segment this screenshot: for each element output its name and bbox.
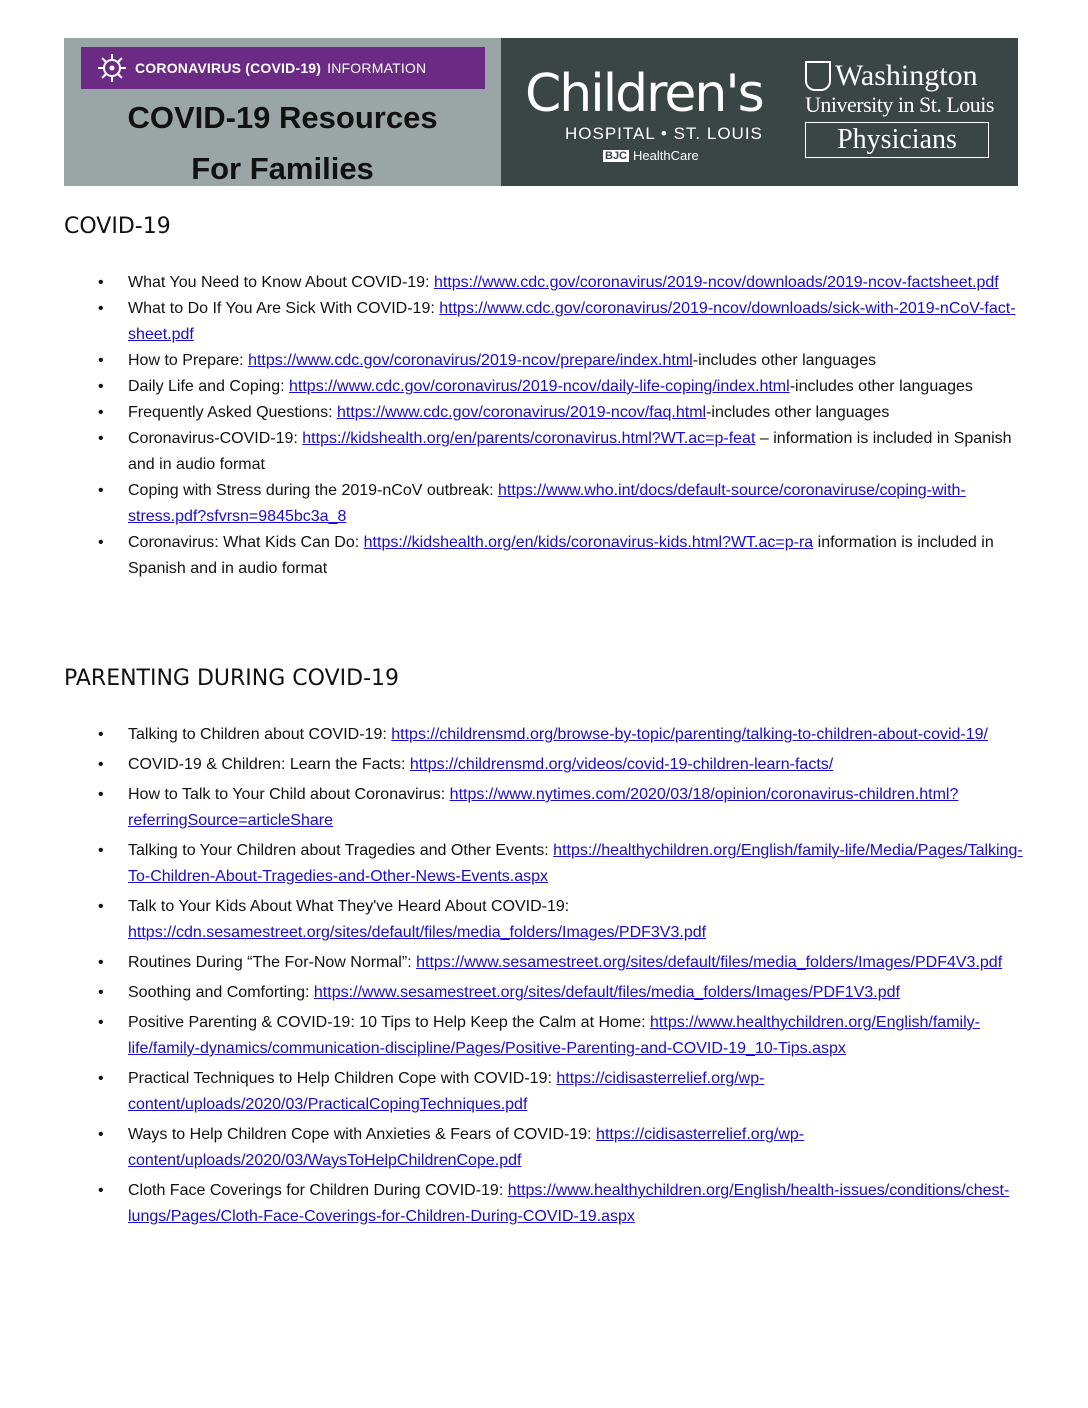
childrens-hospital-logo: Children's [525, 64, 763, 124]
banner-light-text: INFORMATION [327, 60, 427, 76]
resource-label: Frequently Asked Questions: [128, 404, 333, 421]
covid-resource-list [64, 270, 1034, 582]
resource-label: COVID-19 & Children: Learn the Facts: [128, 756, 406, 773]
resource-link[interactable]: https://cidisasterrelief.org/wp-content/uploads/2020/03/WaysToHelpChildrenCope.pdf [128, 1126, 805, 1169]
coronavirus-icon [95, 51, 129, 85]
washu-line-1 [805, 60, 989, 92]
list-item [64, 270, 1034, 296]
resource-label: Soothing and Comforting: [128, 984, 310, 1001]
washu-name: Washington [835, 59, 978, 92]
resource-link[interactable]: https://www.nytimes.com/2020/03/18/opinion/coronavirus-children.html?referringSource=articleShare [128, 786, 959, 829]
washu-line-2: University in St. Louis [805, 92, 994, 117]
resource-link[interactable]: https://www.healthychildren.org/English/health-issues/conditions/chest-lungs/Pages/Cloth-Face-Coverings-for-Children-During-COVID-19.aspx [128, 1182, 1010, 1225]
resource-label: How to Prepare: [128, 352, 244, 369]
bjc-healthcare-logo [603, 148, 699, 163]
list-item [64, 348, 1034, 374]
resource-link[interactable]: https://cidisasterrelief.org/wp-content/uploads/2020/03/PracticalCopingTechniques.pdf [128, 1070, 765, 1113]
banner-bold-text: CORONAVIRUS (COVID-19) [135, 60, 322, 76]
resource-label: Talking to Your Children about Tragedies and Other Events: [128, 842, 549, 859]
resource-link[interactable]: https://kidshealth.org/en/kids/coronavirus-kids.html?WT.ac=p-ra [363, 534, 814, 551]
list-item [64, 296, 1034, 348]
resource-label: Talking to Children about COVID-19: [128, 726, 387, 743]
resource-link[interactable]: https://www.cdc.gov/coronavirus/2019-ncov/faq.html [337, 404, 707, 421]
parenting-resource-list [64, 722, 1034, 1234]
resource-label: What to Do If You Are Sick With COVID-19: [128, 300, 435, 317]
resource-label: Ways to Help Children Cope with Anxieties & Fears of COVID-19: [128, 1126, 592, 1143]
list-item [64, 894, 1034, 946]
list-item [64, 980, 1034, 1006]
partner-logos-panel [501, 38, 1018, 186]
resource-link[interactable]: https://www.healthychildren.org/English/family-life/family-dynamics/communication-discipline/Pages/Positive-Parenting-and-COVID-19_10-Tips.aspx [128, 1014, 980, 1057]
bjc-label: HealthCare [633, 148, 699, 163]
list-item [64, 1178, 1034, 1230]
resource-label: Routines During “The For-Now Normal”: [128, 954, 412, 971]
resource-link[interactable]: https://www.cdc.gov/coronavirus/2019-ncov/downloads/sick-with-2019-nCoV-fact-sheet.pdf [128, 300, 1016, 343]
section-heading-parenting: PARENTING DURING COVID-19 [64, 666, 399, 691]
list-item [64, 752, 1034, 778]
resource-label: Cloth Face Coverings for Children During COVID-19: [128, 1182, 504, 1199]
covid-info-banner [81, 47, 485, 89]
resource-link[interactable]: https://cdn.sesamestreet.org/sites/default/files/media_folders/Images/PDF3V3.pdf [128, 924, 707, 941]
resource-link[interactable]: https://www.sesamestreet.org/sites/default/files/media_folders/Images/PDF4V3.pdf [416, 954, 1003, 971]
list-item [64, 478, 1034, 530]
list-item [64, 838, 1034, 890]
childrens-hospital-subtitle: HOSPITAL • ST. LOUIS [565, 124, 763, 143]
resource-link[interactable]: https://childrensmd.org/videos/covid-19-children-learn-facts/ [409, 756, 834, 773]
list-item [64, 1066, 1034, 1118]
washu-physicians: Physicians [805, 122, 989, 158]
section-heading-covid: COVID-19 [64, 214, 171, 239]
resource-link[interactable]: https://healthychildren.org/English/family-life/Media/Pages/Talking-To-Children-About-Tragedies-and-Other-News-Events.aspx [128, 842, 1023, 885]
title-line-1: COVID-19 Resources [127, 100, 438, 135]
title-line-2: For Families [191, 151, 374, 186]
list-item [64, 1122, 1034, 1174]
resource-label: Daily Life and Coping: [128, 378, 285, 395]
resource-label: Practical Techniques to Help Children Cope with COVID-19: [128, 1070, 552, 1087]
header-title-panel [64, 38, 501, 186]
resource-link[interactable]: https://www.cdc.gov/coronavirus/2019-ncov/daily-life-coping/index.html [289, 378, 790, 395]
list-item [64, 400, 1034, 426]
bjc-box: BJC [605, 149, 628, 162]
list-item [64, 782, 1034, 834]
page-title [64, 92, 501, 194]
resource-note: – information is included in Spanish and in audio format [128, 430, 1012, 473]
shield-icon [805, 61, 831, 91]
resource-note: -includes other languages [789, 378, 973, 395]
resource-note: -includes other languages [706, 404, 890, 421]
resource-label: Talk to Your Kids About What They've Heard About COVID-19: [128, 898, 570, 915]
resource-link[interactable]: https://childrensmd.org/browse-by-topic/parenting/talking-to-children-about-covid-19/ [391, 726, 988, 743]
list-item [64, 374, 1034, 400]
list-item [64, 1010, 1034, 1062]
resource-link[interactable]: https://www.sesamestreet.org/sites/default/files/media_folders/Images/PDF1V3.pdf [313, 984, 900, 1001]
resource-note: -includes other languages [692, 352, 876, 369]
resource-link[interactable]: https://kidshealth.org/en/parents/coronavirus.html?WT.ac=p-feat [302, 430, 756, 447]
resource-label: Coronavirus-COVID-19: [128, 430, 298, 447]
resource-link[interactable]: https://www.cdc.gov/coronavirus/2019-ncov/downloads/2019-ncov-factsheet.pdf [433, 274, 999, 291]
resource-label: Positive Parenting & COVID-19: 10 Tips to Help Keep the Calm at Home: [128, 1014, 646, 1031]
resource-label: Coping with Stress during the 2019-nCoV outbreak: [128, 482, 494, 499]
resource-note: information is included in Spanish and in audio format [128, 534, 994, 577]
resource-link[interactable]: https://www.cdc.gov/coronavirus/2019-ncov/prepare/index.html [248, 352, 693, 369]
resource-label: Coronavirus: What Kids Can Do: [128, 534, 360, 551]
resource-link[interactable]: https://www.who.int/docs/default-source/coronaviruse/coping-with-stress.pdf?sfvrsn=9845bc3a_8 [128, 482, 966, 525]
page-header [64, 38, 1018, 186]
list-item [64, 950, 1034, 976]
resource-label: How to Talk to Your Child about Coronavirus: [128, 786, 446, 803]
washu-physicians-logo [805, 59, 994, 158]
list-item [64, 722, 1034, 748]
resource-label: What You Need to Know About COVID-19: [128, 274, 430, 291]
list-item [64, 530, 1034, 582]
list-item [64, 426, 1034, 478]
